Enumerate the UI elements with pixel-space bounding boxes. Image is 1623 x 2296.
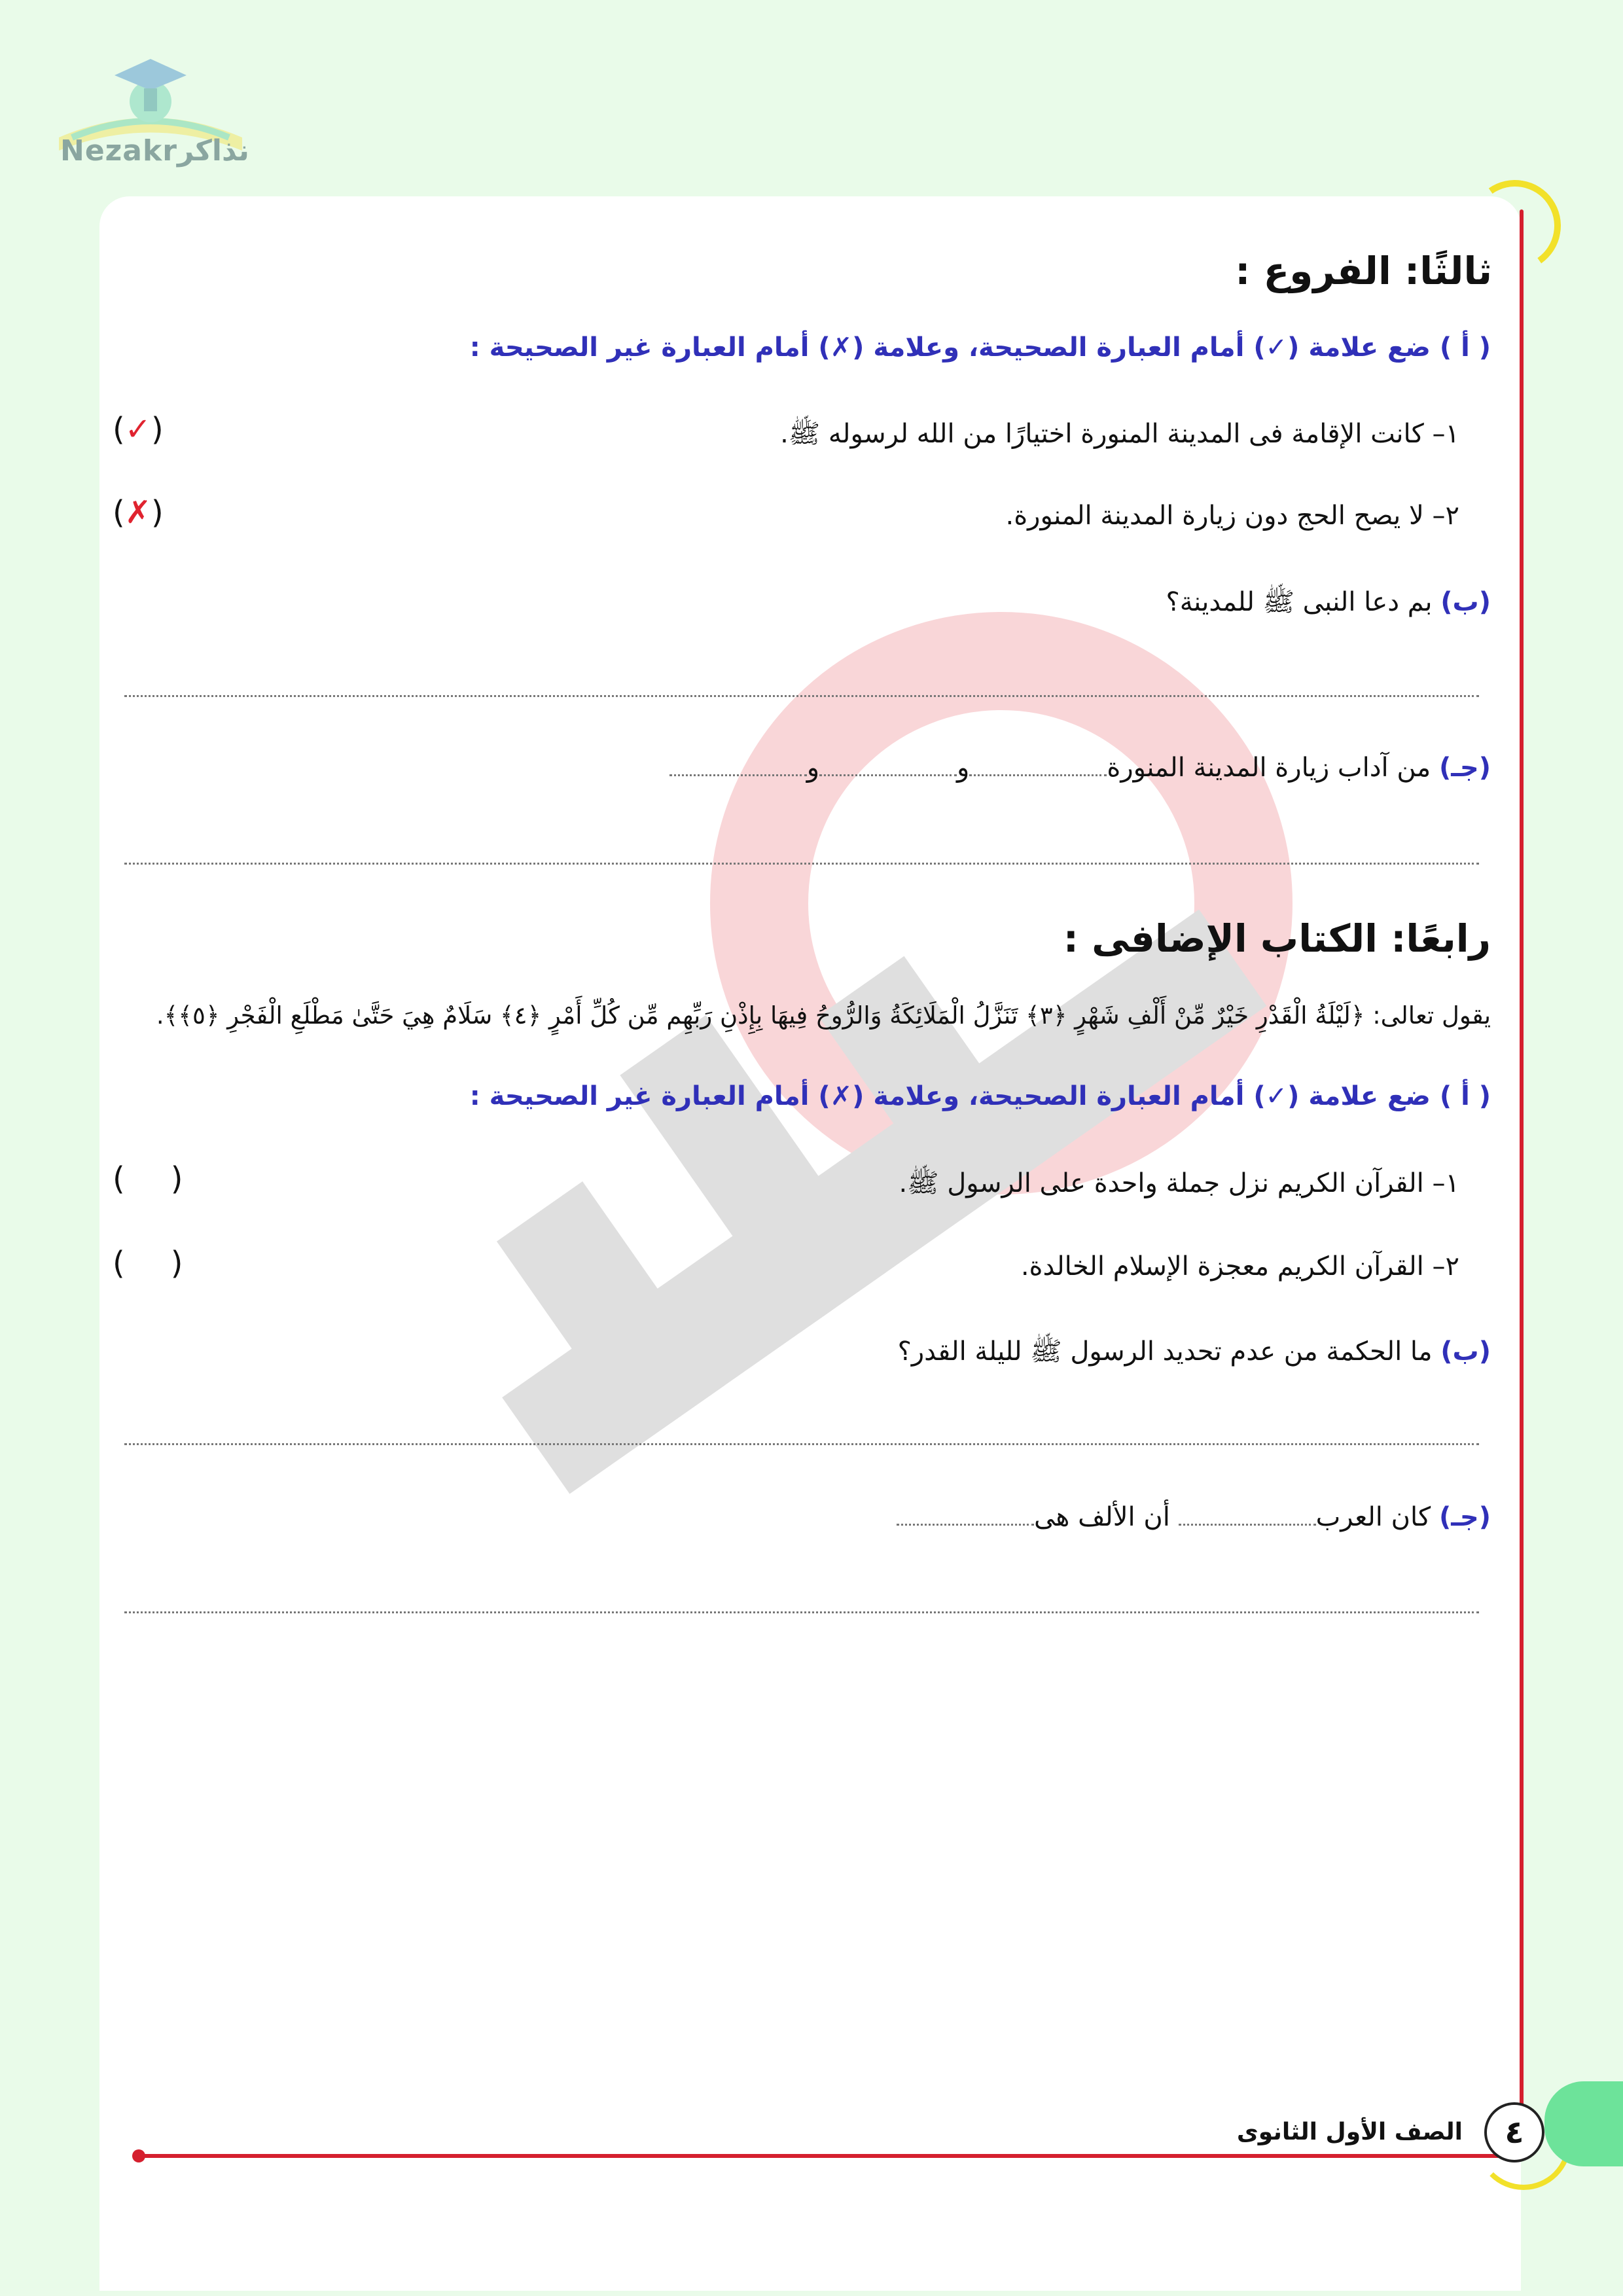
page-number: ٤ [1484,2102,1544,2162]
conjunction: و [957,753,970,783]
answer-line[interactable] [124,863,1479,865]
answer-box-open: ( [113,1245,125,1282]
section4-statement-1: ١– القرآن الكريم نزل جملة واحدة على الرسول ﷺ. [899,1168,1459,1198]
section3-instruction: ( أ ) ضع علامة (✓) أمام العبارة الصحيحة، وعلامة (✗) أمام العبارة غير الصحيحة : [469,332,1491,363]
question-label: (ب) [1440,1336,1491,1367]
answer-box-4[interactable] [113,1245,183,1282]
answer-box-1[interactable] [113,411,164,448]
fill-blank[interactable] [819,774,957,776]
logo-text: Nezakrنذاكر [60,134,249,168]
answer-box-open: ( [113,494,125,531]
answer-box-3[interactable] [113,1160,183,1197]
answer-box-open: ( [113,411,125,448]
answer-line[interactable] [124,695,1479,697]
section4-question-c [897,1502,1491,1532]
question-text-mid: أن الألف هى [1033,1502,1170,1532]
answer-box-close: ) [151,494,164,531]
answer-box-close: ) [170,1245,183,1282]
red-border-bottom [137,2154,1520,2158]
answer-box-close: ) [151,411,164,448]
question-text: من آداب زيارة المدينة المنورة [1107,753,1431,783]
section3-question-c [669,753,1491,783]
quran-verse: يقول تعالى: ﴿لَيْلَةُ الْقَدْرِ خَيْرٌ مِّنْ أَلْفِ شَهْرٍ ﴿٣﴾ تَنَزَّلُ الْمَلَائِكَةُ وَالرُّوحُ فِيهَا بِإِذْنِ رَبِّهِم مِّن كُلِّ أَمْرٍ ﴿٤﴾ سَلَامٌ هِيَ حَتَّىٰ مَطْلَعِ الْفَجْرِ ﴿٥﴾﴾. [156,1001,1491,1030]
cross-mark-icon: ✗ [124,494,151,531]
footer-tab [1544,2081,1623,2166]
question-label: (جـ) [1438,753,1491,783]
check-mark-icon: ✓ [124,411,151,448]
section3-statement-2: ٢– لا يصح الحج دون زيارة المدينة المنورة. [1005,501,1459,531]
conjunction: و [806,753,820,783]
fill-blank[interactable] [897,1524,1034,1526]
section4-statement-2: ٢– القرآن الكريم معجزة الإسلام الخالدة. [1020,1251,1459,1282]
fill-blank[interactable] [969,774,1107,776]
answer-box-close: ) [170,1160,183,1197]
answer-box-open: ( [113,1160,125,1197]
section4-heading: رابعًا: الكتاب الإضافى : [1063,916,1491,961]
answer-line[interactable] [124,1611,1479,1613]
answer-line[interactable] [124,1443,1479,1445]
section3-question-b [1166,586,1491,624]
fill-blank[interactable] [1179,1524,1316,1526]
question-text: بم دعا النبى ﷺ للمدينة؟ [1166,587,1433,617]
question-text: ما الحكمة من عدم تحديد الرسول ﷺ لليلة القدر؟ [897,1336,1433,1367]
answer-box-2[interactable] [113,494,164,531]
footer-grade: الصف الأول الثانوى [1236,2119,1463,2145]
section3-statement-1: ١– كانت الإقامة فى المدينة المنورة اختيارًا من الله لرسوله ﷺ. [780,419,1459,449]
red-border-right [1520,209,1524,2147]
fill-blank[interactable] [669,774,807,776]
section4-question-b [898,1335,1491,1373]
section3-heading: ثالثًا: الفروع : [1235,249,1492,293]
question-label: (ب) [1440,587,1491,617]
red-border-dot [132,2149,145,2162]
question-text: كان العرب [1315,1502,1431,1532]
question-label: (جـ) [1438,1502,1491,1532]
section4-instruction: ( أ ) ضع علامة (✓) أمام العبارة الصحيحة، وعلامة (✗) أمام العبارة غير الصحيحة : [469,1081,1491,1111]
